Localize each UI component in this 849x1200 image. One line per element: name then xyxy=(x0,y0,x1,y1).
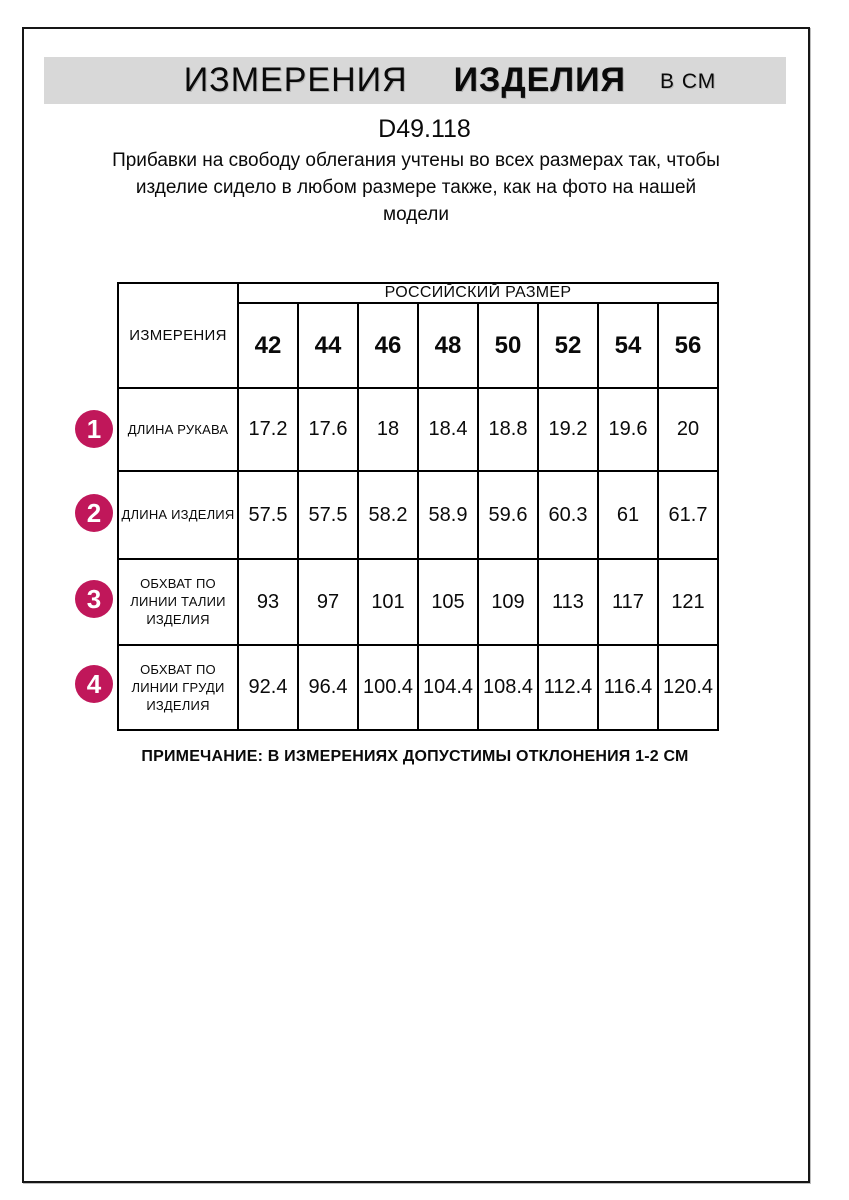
size-header: 46 xyxy=(358,303,418,388)
table-cell: 117 xyxy=(598,559,658,645)
table-header-group-row xyxy=(118,283,718,303)
table-cell: 92.4 xyxy=(238,645,298,730)
row-label-waist-girth: ОБХВАТ ПО ЛИНИИ ТАЛИИ ИЗДЕЛИЯ xyxy=(118,559,238,645)
table-cell: 104.4 xyxy=(418,645,478,730)
size-table xyxy=(117,282,719,731)
table-cell: 20 xyxy=(658,388,718,471)
title-bar xyxy=(44,57,786,104)
description-line: Прибавки на свободу облегания учтены во всех размерах так, чтобы xyxy=(112,150,720,171)
table-cell: 100.4 xyxy=(358,645,418,730)
table-cell: 116.4 xyxy=(598,645,658,730)
table-cell: 105 xyxy=(418,559,478,645)
size-header: 42 xyxy=(238,303,298,388)
table-cell: 58.9 xyxy=(418,471,478,559)
table-cell: 121 xyxy=(658,559,718,645)
table-cell: 61.7 xyxy=(658,471,718,559)
table-cell: 17.6 xyxy=(298,388,358,471)
size-header: 50 xyxy=(478,303,538,388)
size-header: 48 xyxy=(418,303,478,388)
row-number-badge-4: 4 xyxy=(75,665,113,703)
table-cell: 59.6 xyxy=(478,471,538,559)
table-cell: 96.4 xyxy=(298,645,358,730)
table-cell: 18.4 xyxy=(418,388,478,471)
table-cell: 58.2 xyxy=(358,471,418,559)
measurements-column-header: ИЗМЕРЕНИЯ xyxy=(118,283,238,388)
tolerance-note: ПРИМЕЧАНИЕ: В ИЗМЕРЕНИЯХ ДОПУСТИМЫ ОТКЛОНЕНИЯ 1-2 СМ xyxy=(141,748,689,765)
title-measurements: ИЗМЕРЕНИЯ xyxy=(183,61,408,99)
size-header: 54 xyxy=(598,303,658,388)
table-cell: 18 xyxy=(358,388,418,471)
table-cell: 109 xyxy=(478,559,538,645)
title-product: ИЗДЕЛИЯ xyxy=(453,61,626,99)
row-number-badge-2: 2 xyxy=(75,494,113,532)
table-cell: 112.4 xyxy=(538,645,598,730)
table-cell: 19.6 xyxy=(598,388,658,471)
description-line: модели xyxy=(383,204,449,225)
table-cell: 57.5 xyxy=(238,471,298,559)
row-label-chest-girth: ОБХВАТ ПО ЛИНИИ ГРУДИ ИЗДЕЛИЯ xyxy=(118,645,238,730)
description-line: изделие сидело в любом размере также, как на фото на нашей xyxy=(135,177,697,198)
table-cell: 101 xyxy=(358,559,418,645)
table-cell: 93 xyxy=(238,559,298,645)
table-cell: 120.4 xyxy=(658,645,718,730)
table-cell: 19.2 xyxy=(538,388,598,471)
table-cell: 108.4 xyxy=(478,645,538,730)
table-cell: 97 xyxy=(298,559,358,645)
title-unit-cm: В СМ xyxy=(659,70,717,93)
table-cell: 113 xyxy=(538,559,598,645)
size-header: 56 xyxy=(658,303,718,388)
row-number-badge-1: 1 xyxy=(75,410,113,448)
row-label-garment-length: ДЛИНА ИЗДЕЛИЯ xyxy=(118,471,238,559)
size-header: 44 xyxy=(298,303,358,388)
row-label-sleeve-length: ДЛИНА РУКАВА xyxy=(118,388,238,471)
row-number-badge-3: 3 xyxy=(75,580,113,618)
table-cell: 57.5 xyxy=(298,471,358,559)
fit-description xyxy=(106,147,726,228)
size-header: 52 xyxy=(538,303,598,388)
table-cell: 60.3 xyxy=(538,471,598,559)
table-cell: 17.2 xyxy=(238,388,298,471)
product-code: D49.118 xyxy=(378,115,471,143)
table-row xyxy=(118,471,718,559)
table-row xyxy=(118,388,718,471)
table-cell: 61 xyxy=(598,471,658,559)
russian-size-group-header: РОССИЙСКИЙ РАЗМЕР xyxy=(238,283,718,303)
table-row xyxy=(118,559,718,645)
table-row xyxy=(118,645,718,730)
table-cell: 18.8 xyxy=(478,388,538,471)
